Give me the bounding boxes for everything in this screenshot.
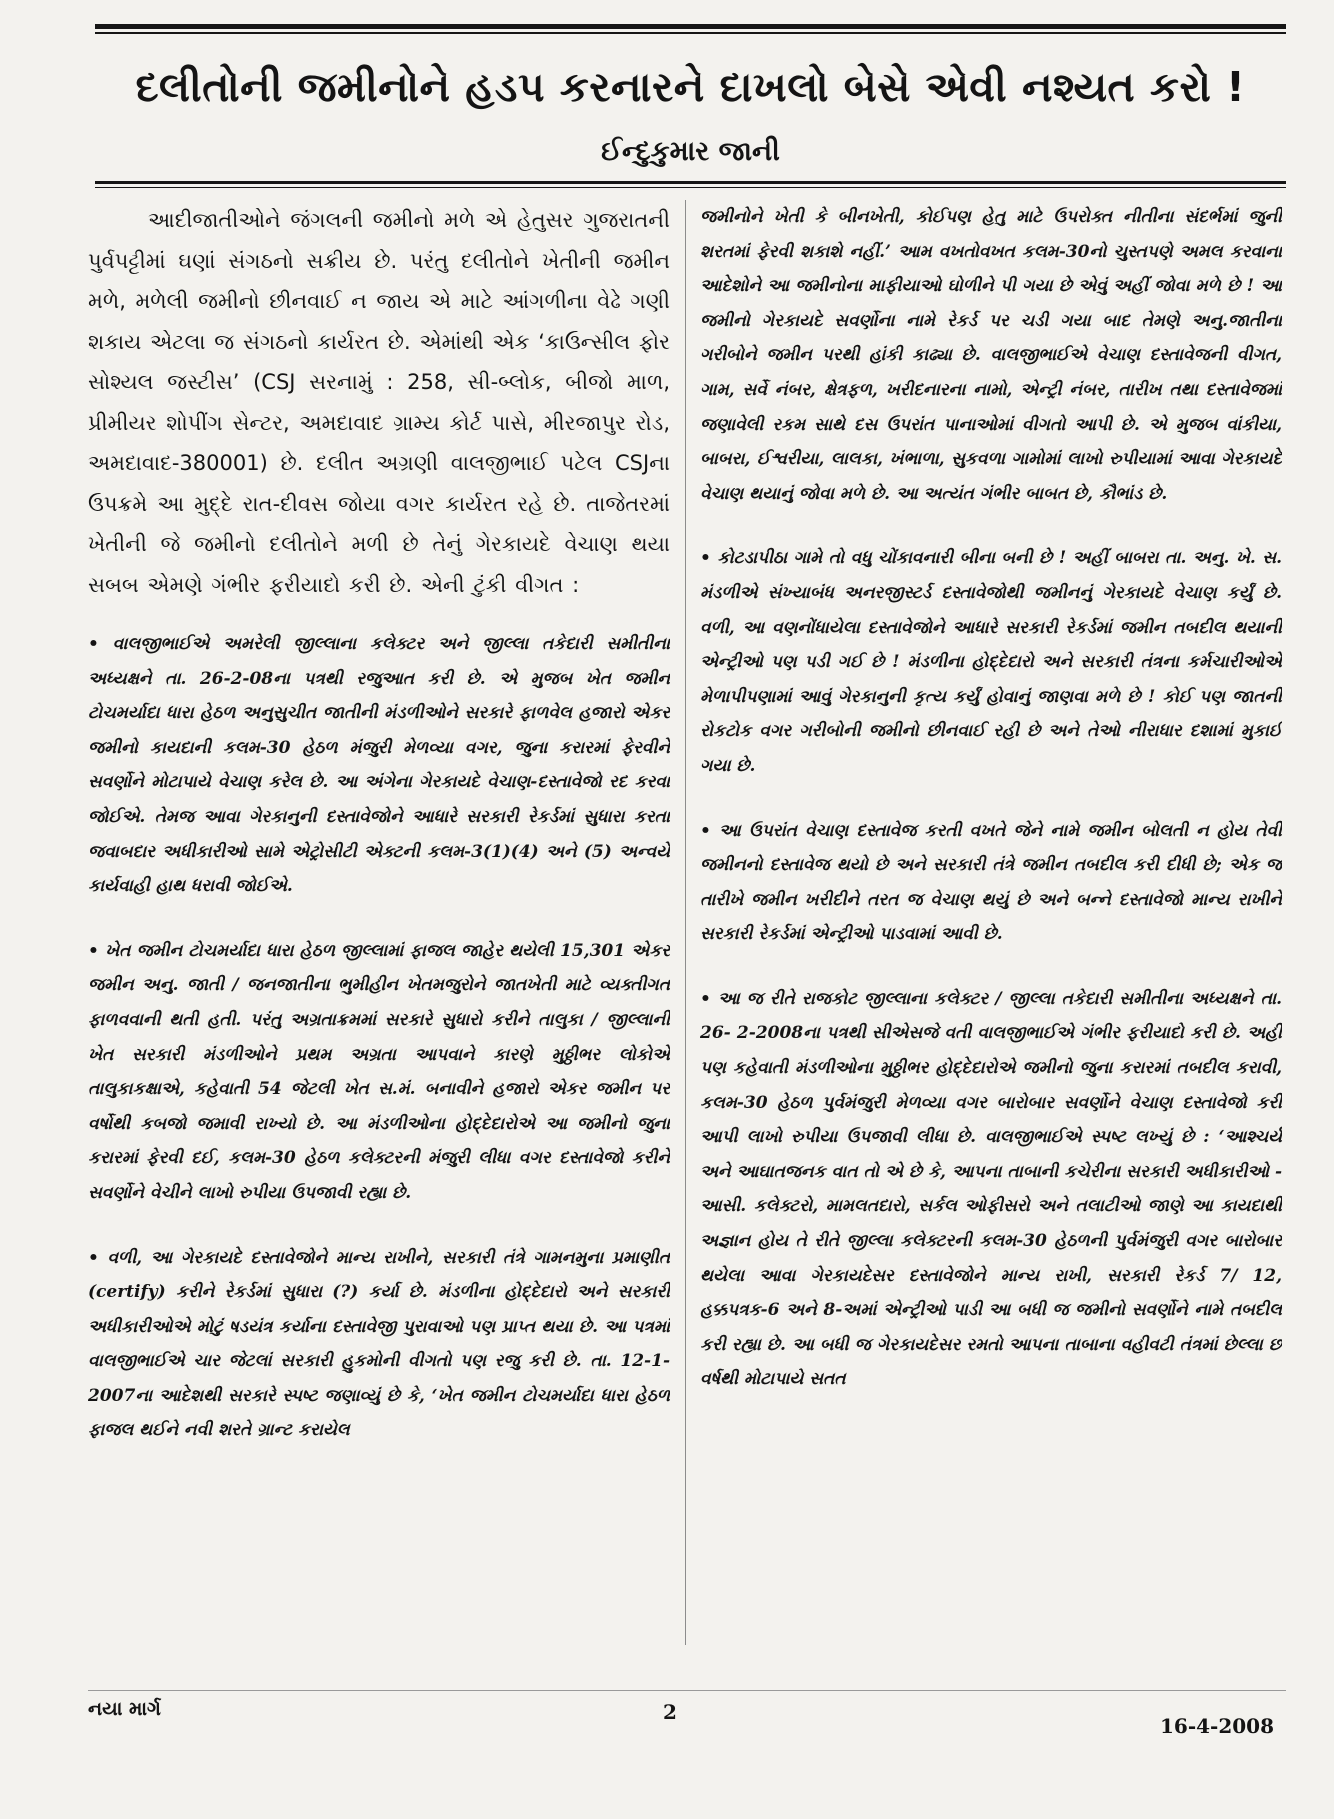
author-byline: ઈન્દુકુમાર જાની	[601, 136, 780, 167]
left-column	[88, 200, 670, 1650]
paragraph-text: કોટડાપીઠા ગામે તો વધુ ચોંકાવનારી બીના બની છે ! અહીં બાબરા તા. અનુ. ખે. સ. મંડળીએ સંખ્યાબંધ અનરજીસ્ટર્ડ દસ્તાવેજોથી જમીનનું ગેરકાયદે વેચાણ કર્યું છે. વળી, આ વણનોંધાયેલા દસ્તાવેજોને આધારે સરકારી રેકર્ડમાં જમીન તબદીલ થયાની એન્ટ્રીઓ પણ પડી ગઈ છે ! મંડળીના હોદ્દેદારો અને સરકારી તંત્રના કર્મચારીઓએ મેળાપીપણામાં આવું ગેરકાનુની કૃત્ય કર્યું હોવાનું જાણવા મળે છે ! કોઈ પણ જાતની રોકટોક વગર ગરીબોની જમીનો છીનવાઈ રહી છે અને તેઓ નીરાધાર દશામાં મુકાઈ ગયા છે.	[700, 548, 1282, 776]
article-paragraph	[700, 541, 1282, 783]
bullet-icon: •	[88, 940, 99, 961]
paragraph-text: આ જ રીતે રાજકોટ જીલ્લાના કલેક્ટર / જીલ્લા તકેદારી સમીતીના અધ્યક્ષને તા. 26- 2-2008ના પત્રથી સીએસજે વતી વાલજીભાઈએ ગંભીર ફરીયાદો કરી છે. અહીં પણ કહેવાતી મંડળીઓના મુઠ્ઠીભર હોદ્દેદારોએ જમીનો જુના કરારમાં તબદીલ કરાવી, કલમ-30 હેઠળ પુર્વમંજુરી મેળવ્યા વગર બારોબાર સવર્ણોને વેચાણ દસ્તાવેજો કરી આપી લાખો રુપીયા ઉપજાવી લીધા છે. વાલજીભાઈએ સ્પષ્ટ લખ્યું છે : ‘આશ્ચર્ય અને આઘાતજનક વાત તો એ છે કે, આપના તાબાની કચેરીના સરકારી અધીકારીઓ - આસી. કલેક્ટરો, મામલતદારો, સર્કલ ઓફીસરો અને તલાટીઓ જાણે આ કાયદાથી અજ્ઞાન હોય તે રીતે જીલ્લા કલેક્ટરની કલમ-30 હેઠળની પુર્વમંજુરી વગર બારોબાર થયેલા આવા ગેરકાયદેસર દસ્તાવેજોને માન્ય રાખી, સરકારી રેકર્ડ 7/ 12, હક્કપત્રક-6 અને 8-અમાં એન્ટ્રીઓ પાડી આ બધી જ જમીનો સવર્ણોને નામે તબદીલ કરી રહ્યા છે. આ બધી જ ગેરકાયદેસર રમતો આપના તાબાના વહીવટી તંત્રમાં છેલ્લા છ વર્ષથી મોટાપાયે સતત	[700, 988, 1282, 1390]
top-rule-thin	[95, 32, 1286, 34]
intro-paragraph: આદીજાતીઓને જંગલની જમીનો મળે એ હેતુસર ગુજરાતની પુર્વપટ્ટીમાં ઘણાં સંગઠનો સક્રીય છે. પરંતુ દલીતોને ખેતીની જમીન મળે, મળેલી જમીનો છીનવાઈ ન જાય એ માટે આંગળીના વેઢે ગણી શકાય એટલા જ સંગઠનો કાર્યરત છે. એમાંથી એક ‘કાઉન્સીલ ફોર સોશ્યલ જસ્ટીસ’ (CSJ સરનામું : 258, સી-બ્લોક, બીજો માળ, પ્રીમીયર શોપીંગ સેન્ટર, અમદાવાદ ગ્રામ્ય કોર્ટ પાસે, મીરજાપુર રોડ, અમદાવાદ-380001) છે. દલીત અગ્રણી વાલજીભાઈ પટેલ CSJના ઉપક્રમે આ મુદ્દે રાત-દીવસ જોયા વગર કાર્યરત રહે છે. તાજેતરમાં ખેતીની જે જમીનો દલીતોને મળી છે તેનું ગેરકાયદે વેચાણ થયા સબબ એમણે ગંભીર ફરીયાદો કરી છે. એની ટુંકી વીગત :	[88, 208, 670, 597]
paragraph-text: વાલજીભાઈએ અમરેલી જીલ્લાના કલેક્ટર અને જીલ્લા તકેદારી સમીતીના અધ્યક્ષને તા. 26-2-08ના પત્રથી રજુઆત કરી છે. એ મુજબ ખેત જમીન ટોચમર્યાદા ધારા હેઠળ અનુસુચીત જાતીની મંડળીઓને સરકારે ફાળવેલ હજારો એકર જમીનો કાયદાની કલમ-30 હેઠળ મંજુરી મેળવ્યા વગર, જુના કરારમાં ફેરવીને સવર્ણોને મોટાપાયે વેચાણ કરેલ છે. આ અંગેના ગેરકાયદે વેચાણ-દસ્તાવેજો રદ કરવા જોઈએ. તેમજ આવા ગેરકાનુની દસ્તાવેજોને આધારે સરકારી રેકર્ડમાં સુધારા કરતા જવાબદાર અધીકારીઓ સામે એટ્રોસીટી એક્ટની કલમ-3(1)(4) અને (5) અન્વયે કાર્યવાહી હાથ ધરાવી જોઈએ.	[88, 634, 670, 897]
article-paragraph	[88, 1241, 670, 1449]
header-rule	[95, 181, 1286, 184]
bullet-icon: •	[700, 548, 711, 569]
article-paragraph	[700, 200, 1282, 511]
article-paragraph	[700, 814, 1282, 952]
article-paragraph	[88, 627, 670, 904]
bullet-icon: •	[88, 634, 99, 654]
footer-rule	[88, 1690, 1286, 1691]
page-number: 2	[663, 1700, 677, 1724]
column-divider	[685, 200, 686, 1645]
header-rule-thin	[95, 187, 1286, 188]
right-column	[700, 200, 1282, 1650]
paragraph-text: જમીનોને ખેતી કે બીનખેતી, કોઈપણ હેતુ માટે ઉપરોક્ત નીતીના સંદર્ભમાં જુની શરતમાં ફેરવી શકાશે નહીં.’ આમ વખતોવખત કલમ-30નો ચુસ્તપણે અમલ કરવાના આદેશોને આ જમીનોના માફીયાઓ ઘોળીને પી ગયા છે એવું અહીં જોવા મળે છે ! આ જમીનો ગેરકાયદે સવર્ણોના નામે રેકર્ડ પર ચડી ગયા બાદ તેમણે અનુ.જાતીના ગરીબોને જમીન પરથી હાંકી કાઢ્યા છે. વાલજીભાઈએ વેચાણ દસ્તાવેજની વીગત, ગામ, સર્વે નંબર, ક્ષેત્રફળ, ખરીદનારના નામો, એન્ટ્રી નંબર, તારીખ તથા દસ્તાવેજમાં જણાવેલી રકમ સાથે દસ ઉપરાંત પાનાઓમાં વીગતો આપી છે. એ મુજબ વાંકીયા, બાબરા, ઈશ્વરીયા, લાલકા, ખંભાળા, સુકવળા ગામોમાં લાખો રુપીયામાં આવા ગેરકાયદે વેચાણ થયાનું જોવા મળે છે. આ અત્યંત ગંભીર બાબત છે, કૌભાંડ છે.	[700, 207, 1282, 504]
article-paragraph	[88, 934, 670, 1211]
top-rule	[95, 24, 1286, 29]
article-paragraph	[700, 982, 1282, 1397]
bullet-icon: •	[88, 1247, 99, 1268]
issue-date: 16-4-2008	[1160, 1714, 1275, 1738]
bullet-icon: •	[700, 988, 711, 1009]
publication-name: નયા માર્ગ	[88, 1698, 161, 1720]
paragraph-text: ખેત જમીન ટોચમર્યાદા ધારા હેઠળ જીલ્લામાં ફાજલ જાહેર થયેલી 15,301 એકર જમીન અનુ. જાતી / જનજાતીના ભુમીહીન ખેતમજુરોને જાતખેતી માટે વ્યક્તીગત ફાળવવાની થતી હતી. પરંતુ અગ્રતાક્રમમાં સરકારે સુધારો કરીને તાલુકા / જીલ્લાની ખેત સરકારી મંડળીઓને પ્રથમ અગ્રતા આપવાને કારણે મુઠ્ઠીભર લોકોએ તાલુકાકક્ષાએ, કહેવાતી 54 જેટલી ખેત સ.મં. બનાવીને હજારો એકર જમીન પર વર્ષોથી કબજો જમાવી રાખ્યો છે. આ મંડળીઓના હોદ્દેદારોએ આ જમીનો જુના કરારમાં ફેરવી દઈ, કલમ-30 હેઠળ કલેક્ટરની મંજુરી લીધા વગર દસ્તાવેજો કરીને સવર્ણોને વેચીને લાખો રુપીયા ઉપજાવી રહ્યા છે.	[88, 940, 670, 1203]
paragraph-text: વળી, આ ગેરકાયદે દસ્તાવેજોને માન્ય રાખીને, સરકારી તંત્રે ગામનમુના પ્રમાણીત (certify) કરીને રેકર્ડમાં સુધારા (?) કર્યા છે. મંડળીના હોદ્દેદારો અને સરકારી અધીકારીઓએ મોટું ષડયંત્ર કર્યાના દસ્તાવેજી પુરાવાઓ પણ પ્રાપ્ત થયા છે. આ પત્રમાં વાલજીભાઈએ ચાર જેટલાં સરકારી હુકમોની વીગતો પણ રજુ કરી છે. તા. 12-1-2007ના આદેશથી સરકારે સ્પષ્ટ જણાવ્યું છે કે, ‘ખેત જમીન ટોચમર્યાદા ધારા હેઠળ ફાજલ થઈને નવી શરતે ગ્રાન્ટ કરાયેલ	[88, 1247, 670, 1441]
paragraph-text: આ ઉપરાંત વેચાણ દસ્તાવેજ કરતી વખતે જેને નામે જમીન બોલતી ન હોય તેવી જમીનનો દસ્તાવેજ થયો છે અને સરકારી તંત્રે જમીન તબદીલ કરી દીધી છે; એક જ તારીખે જમીન ખરીદીને તરત જ વેચાણ થયું છે અને બન્ને દસ્તાવેજો માન્ય રાખીને સરકારી રેકર્ડમાં એન્ટ્રીઓ પાડવામાં આવી છે.	[700, 820, 1282, 945]
bullet-icon: •	[700, 820, 711, 841]
headline: દલીતોની જમીનોને હડપ કરનારને દાખલો બેસે એવી નશ્યત કરો !	[135, 63, 1246, 111]
